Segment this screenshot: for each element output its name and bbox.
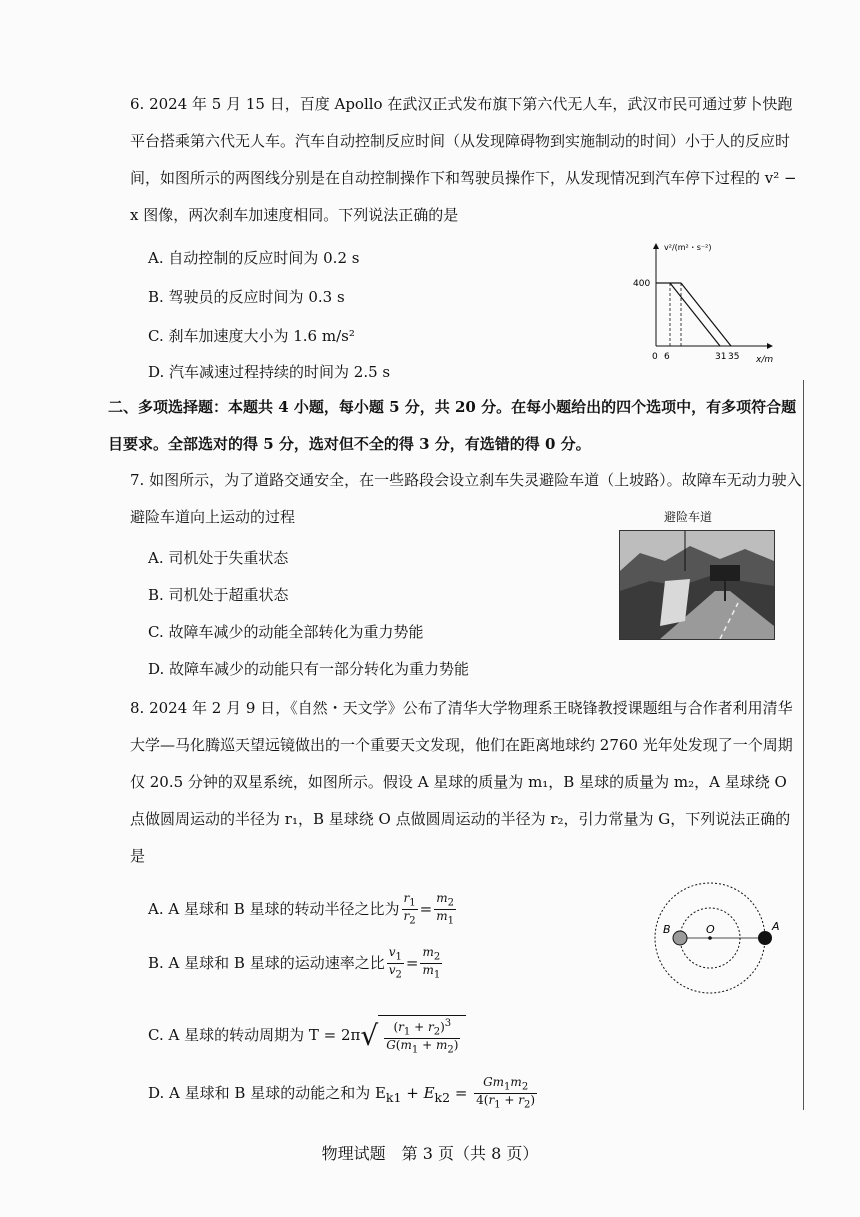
q8-option-c-text: C. A 星球的转动周期为 T = 2π [148,1025,361,1044]
radius-ratio-fraction: $\frac{r_1}{r_2}$ [403,891,416,927]
q8-option-b: B. A 星球和 B 星球的运动速率之比 $\frac{v_1}{v_2}$ = $\frac{m_2}{m_1}$ [148,945,441,981]
margin-line [803,380,804,1110]
graph-ylabel: v²/(m²・s⁻²) [664,243,712,252]
q8-option-d-text: D. A 星球和 B 星球的动能之和为 E [148,1083,386,1102]
q7-option-c: C. 故障车减少的动能全部转化为重力势能 [148,623,424,641]
escape-ramp-photo [619,530,775,640]
speed-ratio-fraction: $\frac{v_1}{v_2}$ [388,945,402,981]
graph-line-auto-slope [670,283,720,346]
graph-xtick-6: 6 [664,352,670,362]
q8-option-a: A. A 星球和 B 星球的转动半径之比为 $\frac{r_1}{r_2}$ = $\frac{m_2}{m_1}$ [148,891,454,927]
mass-ratio-fraction-b: $\frac{m_2}{m_1}$ [422,945,441,981]
q6-option-d: D. 汽车减速过程持续的时间为 2.5 s [148,363,391,381]
question-8-stem: 8. 2024 年 2 月 9 日，《自然・天文学》公布了清华大学物理系王晓锋教授课题组与合作者利用清华大学—马化腾巡天望远镜做出的一个重要天文发现，他们在距离地球约 2760 光年处发现了一个周期仅 20.5 分钟的双星系统，如图所示。假设 A 星球的质量为 m₁，B 星球的质量为 m₂，A 星球绕 O 点做圆周运动的半径为 r₁，B 星球绕 O 点做圆周运动的半径为 r₂，引力常量为 G，下列说法正确的是 [130,699,793,865]
kinetic-energy-fraction: $\frac{Gm_1m_2}{4(r_1 + r_2)}$ [476,1075,536,1111]
graph-xtick-35: 35 [728,352,740,362]
question-6 [130,86,802,234]
q7-option-d: D. 故障车减少的动能只有一部分转化为重力势能 [148,660,470,678]
q6-option-b: B. 驾驶员的反应时间为 0.3 s [148,288,345,306]
mass-ratio-fraction-a: $\frac{m_2}{m_1}$ [436,891,454,927]
label-b: B [663,923,671,936]
page-footer: 物理试题 第 3 页（共 8 页） [321,1144,539,1163]
section-2-heading-text: 二、多项选择题：本题共 4 小题，每小题 5 分，共 20 分。在每小题给出的四个选项中，有多项符合题目要求。全部选对的得 5 分，选对但不全的得 3 分，有选错的得 0 分。 [108,398,797,453]
graph-xlabel: x/m [756,355,774,365]
star-a [758,931,772,945]
q7-option-b: B. 司机处于超重状态 [148,586,289,604]
q6-v2-x-graph [630,238,780,368]
graph-line-driver-slope [681,283,731,346]
question-6-stem: 6. 2024 年 5 月 15 日，百度 Apollo 在武汉正式发布旗下第六代无人车，武汉市民可通过萝卜快跑平台搭乘第六代无人车。汽车自动控制反应时间（从发现障碍物到实施制动的时间）小于人的反应时间，如图所示的两图线分别是在自动控制操作下和驾驶员操作下，从发现情况到汽车停下过程的 v² − x 图像，两次刹车加速度相同。下列说法正确的是 [130,95,797,224]
q8-option-b-text: B. A 星球和 B 星球的运动速率之比 [148,953,385,972]
question-7-stem: 7. 如图所示，为了道路交通安全，在一些路段会设立刹车失灵避险车道（上坡路）。故障车无动力驶入避险车道向上运动的过程 [130,471,802,526]
graph-y400: 400 [633,279,651,289]
q8-option-a-text: A. A 星球和 B 星球的转动半径之比为 [148,899,400,918]
q6-option-c: C. 刹车加速度大小为 1.6 m/s² [148,327,355,345]
graph-xtick-0: 0 [652,352,658,362]
period-sqrt: $\frac{(r_1 + r_2)^3}{G(m_1 + m_2)}$ [378,1015,466,1057]
q7-photo-label: 避险车道 [664,510,713,524]
star-b [673,931,687,945]
binary-star-diagram [652,870,786,1010]
q7-option-a: A. 司机处于失重状态 [148,549,289,567]
label-o: O [706,923,715,936]
graph-xtick-31: 31 [715,352,727,362]
section-2-heading [108,389,808,463]
q6-option-a: A. 自动控制的反应时间为 0.2 s [148,249,360,267]
q8-option-c: C. A 星球的转动周期为 T = 2π√ $\frac{(r_1 + r_2)^3}{G(m_1 + m_2)}$ [148,1015,466,1057]
q8-option-d: D. A 星球和 B 星球的动能之和为 $E_{k1} + E_{k2}$ = $\frac{Gm_1m_2}{4(r_1 + r_2)}$ [148,1075,536,1111]
label-a: A [772,920,780,933]
question-8 [130,690,802,875]
